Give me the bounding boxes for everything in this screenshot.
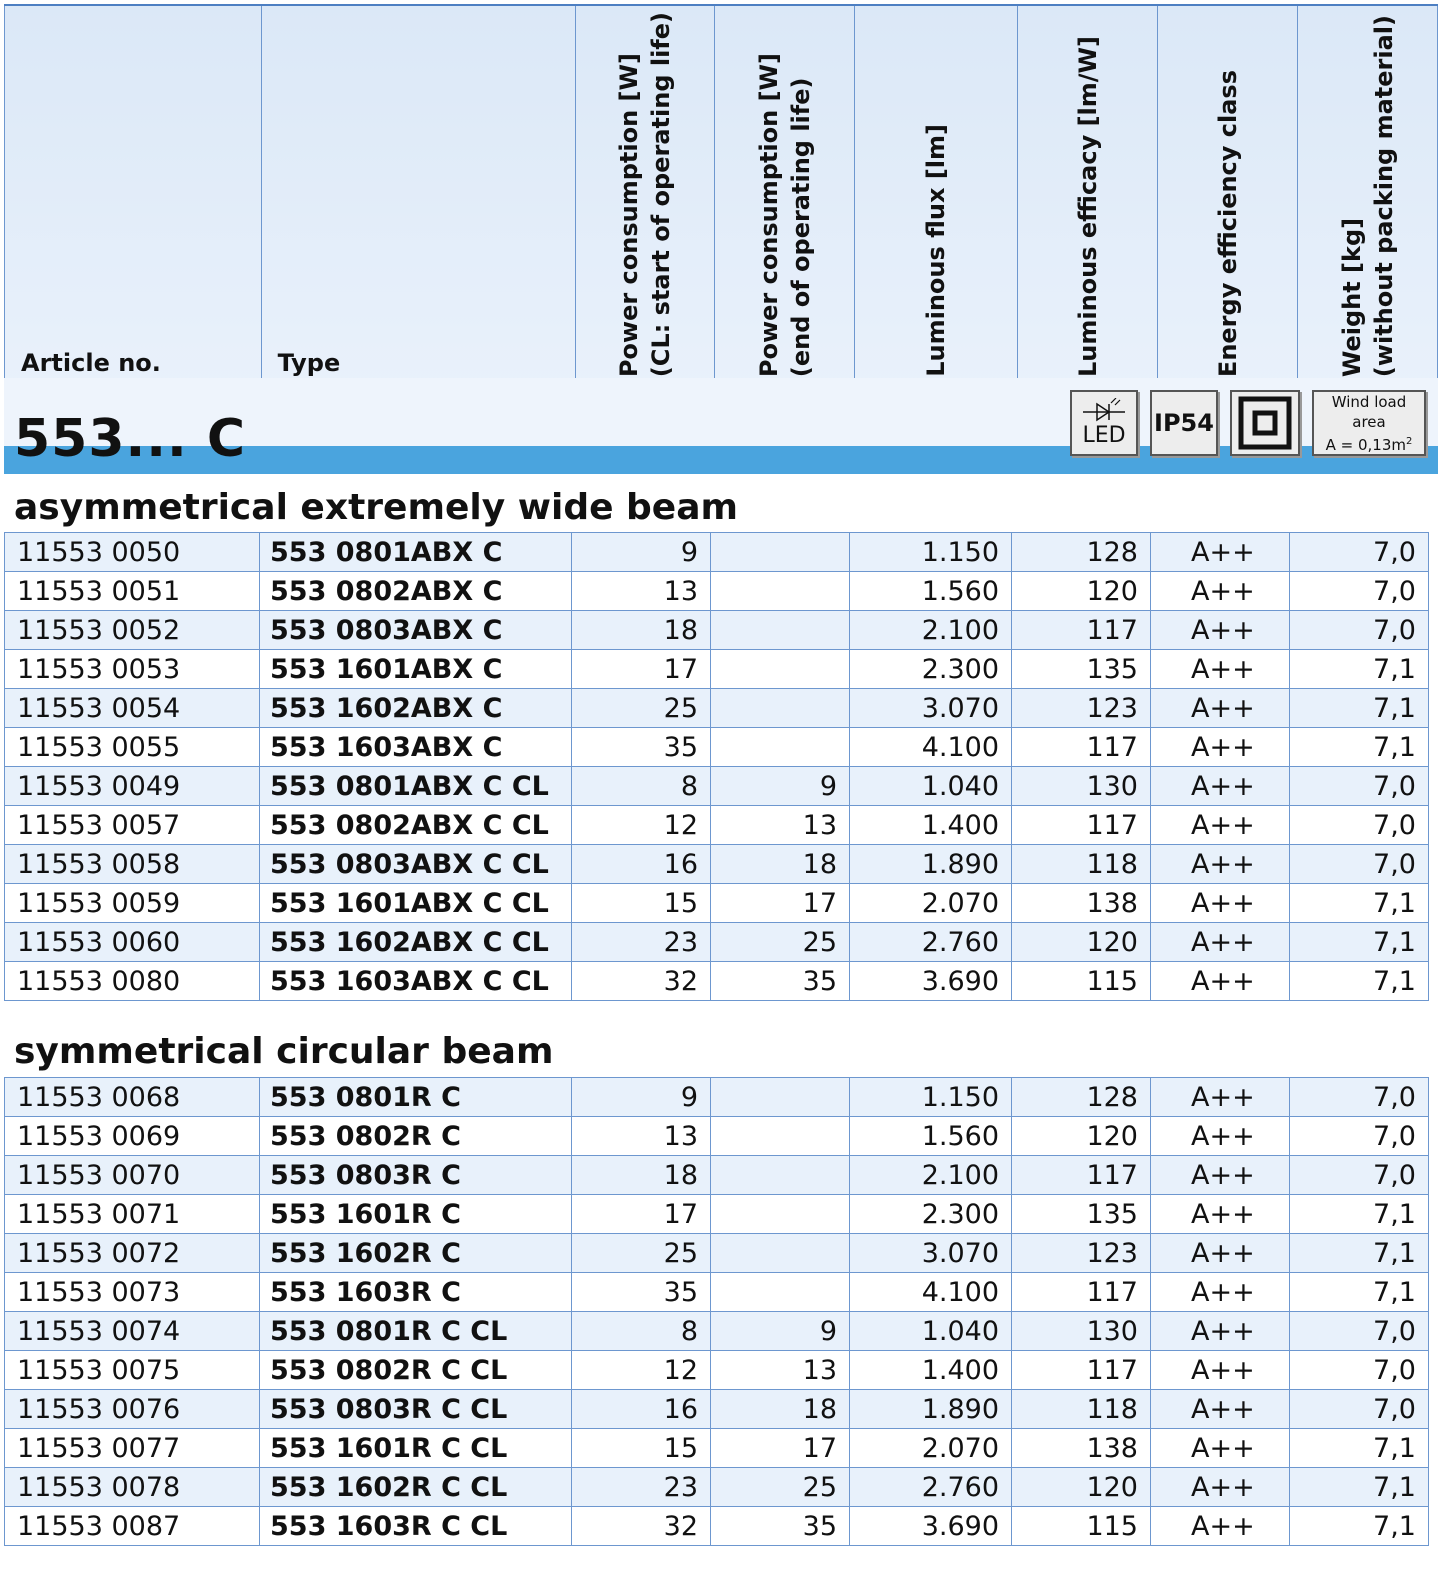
article-no-cell: 11553 0077 <box>5 1429 260 1468</box>
table-row <box>5 806 1429 845</box>
type-cell: 553 0803R C <box>260 1156 572 1195</box>
power-end-cell: 9 <box>711 767 850 806</box>
section-heading-symmetrical: symmetrical circular beam <box>14 1031 554 1072</box>
power-end-cell: 18 <box>711 845 850 884</box>
power-end-cell <box>711 611 850 650</box>
luminous-flux-cell: 2.100 <box>850 611 1012 650</box>
type-cell: 553 0802ABX C <box>260 572 572 611</box>
power-end-cell <box>711 1117 850 1156</box>
type-cell: 553 0801ABX C CL <box>260 767 572 806</box>
table-row <box>5 1429 1429 1468</box>
article-no-cell: 11553 0054 <box>5 689 260 728</box>
article-no-cell: 11553 0078 <box>5 1468 260 1507</box>
energy-class-cell: A++ <box>1151 962 1290 1001</box>
power-start-cell: 9 <box>572 533 711 572</box>
power-start-cell: 15 <box>572 884 711 923</box>
table-row <box>5 923 1429 962</box>
power-end-cell <box>711 1234 850 1273</box>
type-cell: 553 1603R C CL <box>260 1507 572 1546</box>
power-end-cell: 9 <box>711 1312 850 1351</box>
energy-class-cell: A++ <box>1151 1429 1290 1468</box>
type-cell: 553 0802ABX C CL <box>260 806 572 845</box>
type-cell: 553 1602R C <box>260 1234 572 1273</box>
article-no-cell: 11553 0072 <box>5 1234 260 1273</box>
power-end-cell: 13 <box>711 806 850 845</box>
article-no-cell: 11553 0059 <box>5 884 260 923</box>
article-no-cell: 11553 0051 <box>5 572 260 611</box>
energy-class-cell: A++ <box>1151 689 1290 728</box>
power-end-cell: 13 <box>711 1351 850 1390</box>
energy-class-cell: A++ <box>1151 572 1290 611</box>
power-end-cell <box>711 1156 850 1195</box>
double-insulation-icon <box>1238 396 1292 450</box>
table-row <box>5 962 1429 1001</box>
article-no-cell: 11553 0069 <box>5 1117 260 1156</box>
series-title: 553... C <box>14 409 247 469</box>
luminous-efficacy-cell: 117 <box>1012 728 1151 767</box>
table-row <box>5 1078 1429 1117</box>
power-start-cell: 18 <box>572 1156 711 1195</box>
power-start-cell: 17 <box>572 650 711 689</box>
luminous-efficacy-cell: 135 <box>1012 1195 1151 1234</box>
energy-class-cell: A++ <box>1151 1390 1290 1429</box>
weight-cell: 7,0 <box>1290 1351 1429 1390</box>
energy-class-cell: A++ <box>1151 923 1290 962</box>
luminous-efficacy-cell: 123 <box>1012 1234 1151 1273</box>
weight-cell: 7,0 <box>1290 572 1429 611</box>
luminous-efficacy-cell: 117 <box>1012 806 1151 845</box>
energy-class-cell: A++ <box>1151 650 1290 689</box>
energy-class-cell: A++ <box>1151 1078 1290 1117</box>
article-no-cell: 11553 0049 <box>5 767 260 806</box>
power-end-cell <box>711 689 850 728</box>
led-label: LED <box>1082 423 1126 448</box>
table-row <box>5 1351 1429 1390</box>
luminous-flux-cell: 2.100 <box>850 1156 1012 1195</box>
protection-class-ii-badge <box>1230 390 1300 456</box>
asymmetrical-beam-table <box>4 532 1429 1001</box>
luminous-efficacy-cell: 120 <box>1012 1117 1151 1156</box>
luminous-efficacy-cell: 118 <box>1012 1390 1151 1429</box>
power-end-cell <box>711 572 850 611</box>
weight-cell: 7,0 <box>1290 533 1429 572</box>
wind-load-line2: area <box>1352 412 1386 431</box>
wind-load-line3: $A = 0,13m^2$ <box>1325 435 1413 454</box>
table-row <box>5 845 1429 884</box>
type-cell: 553 0801R C <box>260 1078 572 1117</box>
power-start-cell: 8 <box>572 767 711 806</box>
luminous-flux-cell: 4.100 <box>850 1273 1012 1312</box>
article-no-cell: 11553 0060 <box>5 923 260 962</box>
energy-class-cell: A++ <box>1151 1468 1290 1507</box>
energy-class-cell: A++ <box>1151 1234 1290 1273</box>
header-luminous-efficacy: Luminous efficacy [lm/W] <box>1018 5 1158 390</box>
power-end-cell: 25 <box>711 1468 850 1507</box>
header-power-end: Power consumption [W] (end of operating life) <box>715 5 855 390</box>
header-power-start: Power consumption [W] (CL: start of operating life) <box>575 5 715 390</box>
energy-class-cell: A++ <box>1151 1195 1290 1234</box>
table-row <box>5 767 1429 806</box>
weight-cell: 7,1 <box>1290 884 1429 923</box>
weight-cell: 7,1 <box>1290 1429 1429 1468</box>
energy-class-cell: A++ <box>1151 1117 1290 1156</box>
luminous-flux-cell: 2.760 <box>850 1468 1012 1507</box>
luminous-flux-cell: 2.300 <box>850 1195 1012 1234</box>
type-cell: 553 1602R C CL <box>260 1468 572 1507</box>
energy-class-cell: A++ <box>1151 884 1290 923</box>
section-heading-asymmetrical: asymmetrical extremely wide beam <box>14 487 739 528</box>
wind-load-line1: Wind load <box>1331 392 1407 411</box>
wind-load-badge <box>1312 390 1426 456</box>
power-start-cell: 12 <box>572 806 711 845</box>
luminous-flux-cell: 2.070 <box>850 884 1012 923</box>
energy-class-cell: A++ <box>1151 806 1290 845</box>
luminous-flux-cell: 1.560 <box>850 1117 1012 1156</box>
article-no-cell: 11553 0057 <box>5 806 260 845</box>
power-end-cell <box>711 728 850 767</box>
article-no-cell: 11553 0052 <box>5 611 260 650</box>
type-cell: 553 1601R C CL <box>260 1429 572 1468</box>
type-cell: 553 1603R C <box>260 1273 572 1312</box>
weight-cell: 7,1 <box>1290 650 1429 689</box>
weight-cell: 7,0 <box>1290 1078 1429 1117</box>
type-cell: 553 1602ABX C <box>260 689 572 728</box>
symmetrical-beam-table <box>4 1077 1429 1546</box>
ip54-badge <box>1150 390 1218 456</box>
type-cell: 553 0803ABX C <box>260 611 572 650</box>
type-cell: 553 1601R C <box>260 1195 572 1234</box>
power-start-cell: 35 <box>572 728 711 767</box>
luminous-efficacy-cell: 120 <box>1012 923 1151 962</box>
power-start-cell: 18 <box>572 611 711 650</box>
header-luminous-flux: Luminous flux [lm] <box>855 5 1018 390</box>
table-row <box>5 1234 1429 1273</box>
luminous-flux-cell: 1.560 <box>850 572 1012 611</box>
weight-cell: 7,1 <box>1290 689 1429 728</box>
luminous-flux-cell: 1.400 <box>850 806 1012 845</box>
luminous-flux-cell: 1.400 <box>850 1351 1012 1390</box>
power-start-cell: 32 <box>572 962 711 1001</box>
weight-cell: 7,1 <box>1290 1273 1429 1312</box>
energy-class-cell: A++ <box>1151 1273 1290 1312</box>
weight-cell: 7,1 <box>1290 1507 1429 1546</box>
table-row <box>5 1117 1429 1156</box>
power-start-cell: 16 <box>572 845 711 884</box>
led-diode-icon <box>1081 398 1127 424</box>
article-no-cell: 11553 0087 <box>5 1507 260 1546</box>
power-end-cell: 25 <box>711 923 850 962</box>
table-row <box>5 1195 1429 1234</box>
table-row <box>5 1507 1429 1546</box>
weight-cell: 7,0 <box>1290 1117 1429 1156</box>
power-end-cell <box>711 1078 850 1117</box>
table-row <box>5 1273 1429 1312</box>
power-start-cell: 23 <box>572 1468 711 1507</box>
table-row <box>5 611 1429 650</box>
energy-class-cell: A++ <box>1151 1312 1290 1351</box>
type-cell: 553 1603ABX C CL <box>260 962 572 1001</box>
luminous-efficacy-cell: 115 <box>1012 1507 1151 1546</box>
luminous-flux-cell: 2.300 <box>850 650 1012 689</box>
weight-cell: 7,1 <box>1290 728 1429 767</box>
luminous-efficacy-cell: 120 <box>1012 572 1151 611</box>
table-row <box>5 884 1429 923</box>
luminous-efficacy-cell: 117 <box>1012 611 1151 650</box>
type-cell: 553 1601ABX C CL <box>260 884 572 923</box>
luminous-efficacy-cell: 117 <box>1012 1156 1151 1195</box>
luminous-flux-cell: 4.100 <box>850 728 1012 767</box>
luminous-efficacy-cell: 130 <box>1012 767 1151 806</box>
power-start-cell: 13 <box>572 572 711 611</box>
luminous-efficacy-cell: 117 <box>1012 1273 1151 1312</box>
weight-cell: 7,0 <box>1290 806 1429 845</box>
power-end-cell: 17 <box>711 884 850 923</box>
weight-cell: 7,1 <box>1290 962 1429 1001</box>
power-end-cell: 35 <box>711 1507 850 1546</box>
power-start-cell: 23 <box>572 923 711 962</box>
luminous-flux-cell: 1.150 <box>850 533 1012 572</box>
energy-class-cell: A++ <box>1151 1156 1290 1195</box>
type-cell: 553 0802R C CL <box>260 1351 572 1390</box>
luminous-flux-cell: 3.070 <box>850 1234 1012 1273</box>
power-start-cell: 32 <box>572 1507 711 1546</box>
power-start-cell: 8 <box>572 1312 711 1351</box>
table-row <box>5 728 1429 767</box>
table-row <box>5 1390 1429 1429</box>
luminous-flux-cell: 3.070 <box>850 689 1012 728</box>
power-start-cell: 12 <box>572 1351 711 1390</box>
luminous-efficacy-cell: 128 <box>1012 1078 1151 1117</box>
luminous-flux-cell: 2.070 <box>850 1429 1012 1468</box>
luminous-efficacy-cell: 123 <box>1012 689 1151 728</box>
energy-class-cell: A++ <box>1151 845 1290 884</box>
table-row <box>5 650 1429 689</box>
article-no-cell: 11553 0080 <box>5 962 260 1001</box>
header-weight: Weight [kg] (without packing material) <box>1298 5 1438 390</box>
weight-cell: 7,0 <box>1290 1390 1429 1429</box>
weight-cell: 7,1 <box>1290 1234 1429 1273</box>
led-badge <box>1070 390 1138 456</box>
article-no-cell: 11553 0075 <box>5 1351 260 1390</box>
energy-class-cell: A++ <box>1151 767 1290 806</box>
type-cell: 553 0802R C <box>260 1117 572 1156</box>
luminous-flux-cell: 2.760 <box>850 923 1012 962</box>
power-end-cell: 17 <box>711 1429 850 1468</box>
ip-rating-label: IP54 <box>1154 409 1214 437</box>
article-no-cell: 11553 0053 <box>5 650 260 689</box>
power-start-cell: 13 <box>572 1117 711 1156</box>
power-end-cell <box>711 650 850 689</box>
luminous-flux-cell: 1.150 <box>850 1078 1012 1117</box>
energy-class-cell: A++ <box>1151 611 1290 650</box>
weight-cell: 7,0 <box>1290 767 1429 806</box>
luminous-efficacy-cell: 120 <box>1012 1468 1151 1507</box>
power-start-cell: 17 <box>572 1195 711 1234</box>
luminous-flux-cell: 1.040 <box>850 1312 1012 1351</box>
power-end-cell: 18 <box>711 1390 850 1429</box>
luminous-efficacy-cell: 118 <box>1012 845 1151 884</box>
type-cell: 553 1601ABX C <box>260 650 572 689</box>
luminous-efficacy-cell: 115 <box>1012 962 1151 1001</box>
table-row <box>5 1156 1429 1195</box>
power-start-cell: 35 <box>572 1273 711 1312</box>
table-row <box>5 572 1429 611</box>
power-start-cell: 25 <box>572 689 711 728</box>
article-no-cell: 11553 0068 <box>5 1078 260 1117</box>
weight-cell: 7,0 <box>1290 1312 1429 1351</box>
luminous-efficacy-cell: 117 <box>1012 1351 1151 1390</box>
power-start-cell: 15 <box>572 1429 711 1468</box>
luminous-efficacy-cell: 128 <box>1012 533 1151 572</box>
power-start-cell: 25 <box>572 1234 711 1273</box>
header-article-no: Article no. <box>5 5 262 390</box>
luminous-efficacy-cell: 135 <box>1012 650 1151 689</box>
table-row <box>5 1312 1429 1351</box>
luminous-efficacy-cell: 138 <box>1012 1429 1151 1468</box>
luminous-flux-cell: 3.690 <box>850 1507 1012 1546</box>
luminous-efficacy-cell: 138 <box>1012 884 1151 923</box>
type-cell: 553 0801ABX C <box>260 533 572 572</box>
type-cell: 553 0803ABX C CL <box>260 845 572 884</box>
power-end-cell: 35 <box>711 962 850 1001</box>
energy-class-cell: A++ <box>1151 1351 1290 1390</box>
article-no-cell: 11553 0055 <box>5 728 260 767</box>
energy-class-cell: A++ <box>1151 533 1290 572</box>
power-start-cell: 16 <box>572 1390 711 1429</box>
weight-cell: 7,0 <box>1290 611 1429 650</box>
type-cell: 553 0803R C CL <box>260 1390 572 1429</box>
table-row <box>5 533 1429 572</box>
article-no-cell: 11553 0050 <box>5 533 260 572</box>
luminous-flux-cell: 1.040 <box>850 767 1012 806</box>
type-cell: 553 1603ABX C <box>260 728 572 767</box>
weight-cell: 7,0 <box>1290 1156 1429 1195</box>
luminous-flux-cell: 3.690 <box>850 962 1012 1001</box>
article-no-cell: 11553 0070 <box>5 1156 260 1195</box>
luminous-efficacy-cell: 130 <box>1012 1312 1151 1351</box>
power-end-cell <box>711 1195 850 1234</box>
article-no-cell: 11553 0071 <box>5 1195 260 1234</box>
power-end-cell <box>711 533 850 572</box>
header-energy-class: Energy efficiency class <box>1158 5 1298 390</box>
power-start-cell: 9 <box>572 1078 711 1117</box>
energy-class-cell: A++ <box>1151 728 1290 767</box>
type-cell: 553 0801R C CL <box>260 1312 572 1351</box>
article-no-cell: 11553 0058 <box>5 845 260 884</box>
weight-cell: 7,1 <box>1290 1468 1429 1507</box>
article-no-cell: 11553 0076 <box>5 1390 260 1429</box>
weight-cell: 7,1 <box>1290 1195 1429 1234</box>
header-type: Type <box>261 5 575 390</box>
weight-cell: 7,0 <box>1290 845 1429 884</box>
weight-cell: 7,1 <box>1290 923 1429 962</box>
luminous-flux-cell: 1.890 <box>850 1390 1012 1429</box>
article-no-cell: 11553 0074 <box>5 1312 260 1351</box>
type-cell: 553 1602ABX C CL <box>260 923 572 962</box>
column-header-table <box>4 4 1438 390</box>
article-no-cell: 11553 0073 <box>5 1273 260 1312</box>
luminous-flux-cell: 1.890 <box>850 845 1012 884</box>
table-row <box>5 689 1429 728</box>
energy-class-cell: A++ <box>1151 1507 1290 1546</box>
table-row <box>5 1468 1429 1507</box>
power-end-cell <box>711 1273 850 1312</box>
